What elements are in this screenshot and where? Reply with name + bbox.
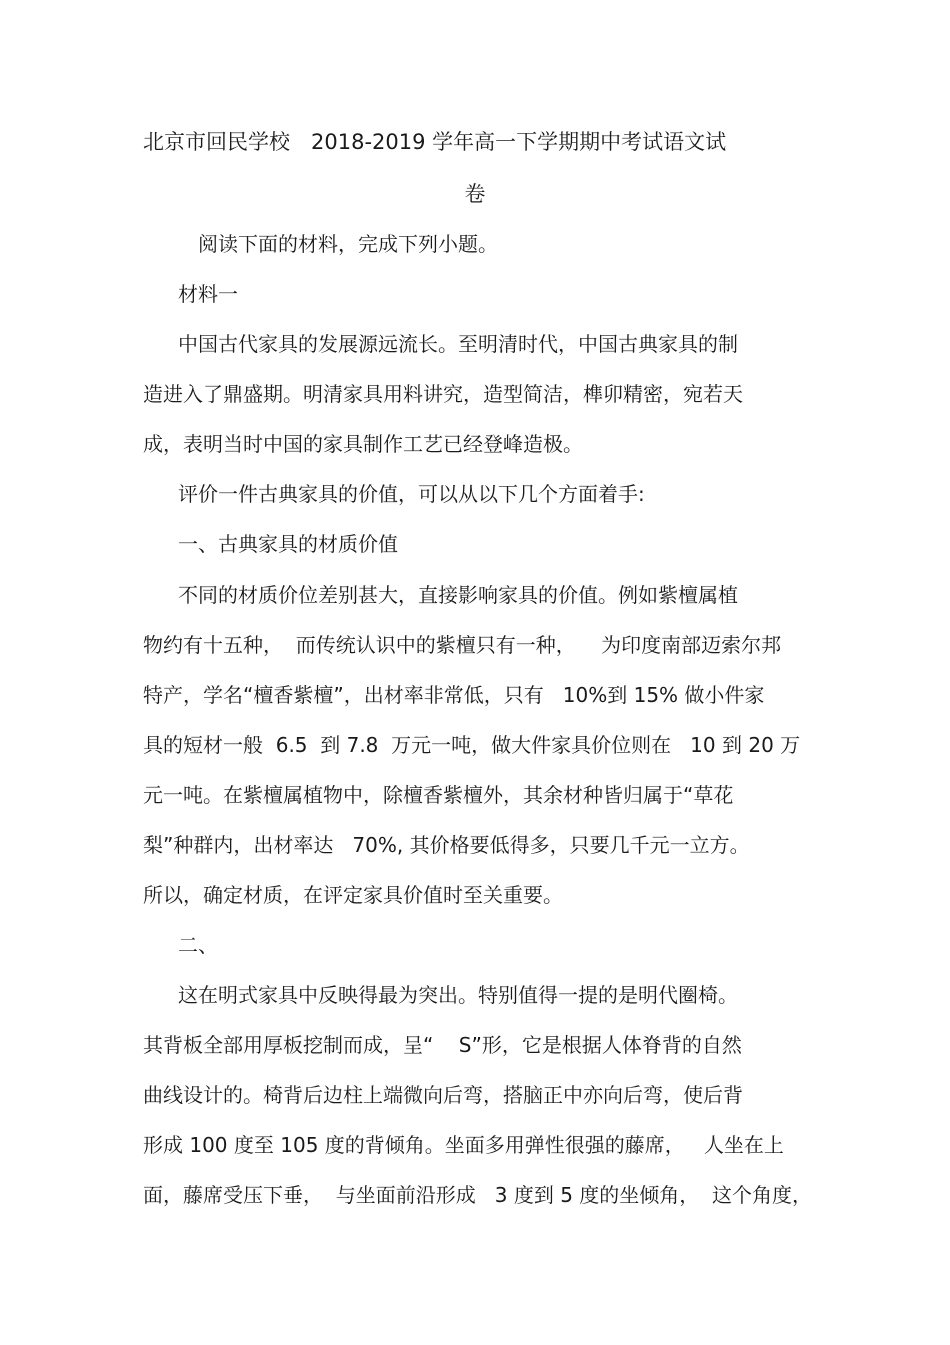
document-title-line-2: 卷 — [464, 182, 486, 206]
subheading-two: 二、 — [178, 933, 218, 957]
paragraph-line: 不同的材质价位差别甚大，直接影响家具的价值。例如紫檀属植 — [178, 583, 738, 607]
paragraph-line: 所以，确定材质，在评定家具价值时至关重要。 — [143, 883, 563, 907]
paragraph-line: 物约有十五种， 而传统认识中的紫檀只有一种， 为印度南部迈索尔邦 — [143, 633, 782, 657]
paragraph-line: 中国古代家具的发展源远流长。至明清时代，中国古典家具的制 — [178, 332, 738, 356]
section-heading-material-1: 材料一 — [178, 282, 238, 306]
paragraph-line: 成，表明当时中国的家具制作工艺已经登峰造极。 — [143, 432, 583, 456]
document-title-line-1: 北京市回民学校 2018-2019 学年高一下学期期中考试语文试 — [143, 130, 727, 154]
paragraph-line: 具的短材一般 6.5 到 7.8 万元一吨，做大件家具价位则在 10 到 20 万 — [143, 733, 801, 757]
paragraph-line: 其背板全部用厚板挖制而成，呈“ S”形，它是根据人体脊背的自然 — [143, 1033, 742, 1057]
instruction-paragraph: 阅读下面的材料，完成下列小题。 — [198, 232, 498, 256]
paragraph-line: 形成 100 度至 105 度的背倾角。坐面多用弹性很强的藤席， 人坐在上 — [143, 1133, 784, 1157]
paragraph-line: 造进入了鼎盛期。明清家具用料讲究，造型简洁，榫卯精密，宛若天 — [143, 382, 743, 406]
paragraph-line: 这在明式家具中反映得最为突出。特别值得一提的是明代圈椅。 — [178, 983, 738, 1007]
paragraph-line: 面，藤席受压下垂， 与坐面前沿形成 3 度到 5 度的坐倾角， 这个角度， — [143, 1183, 813, 1207]
paragraph-line: 评价一件古典家具的价值，可以从以下几个方面着手: — [178, 482, 645, 506]
paragraph-line: 梨”种群内，出材率达 70%, 其价格要低得多，只要几千元一立方。 — [143, 833, 750, 857]
paragraph-line: 特产，学名“檀香紫檀”，出材率非常低，只有 10%到 15% 做小件家 — [143, 683, 765, 707]
paragraph-line: 元一吨。在紫檀属植物中，除檀香紫檀外，其余材种皆归属于“草花 — [143, 783, 734, 807]
subheading-material-value: 一、古典家具的材质价值 — [178, 532, 398, 556]
paragraph-line: 曲线设计的。椅背后边柱上端微向后弯，搭脑正中亦向后弯，使后背 — [143, 1083, 743, 1107]
